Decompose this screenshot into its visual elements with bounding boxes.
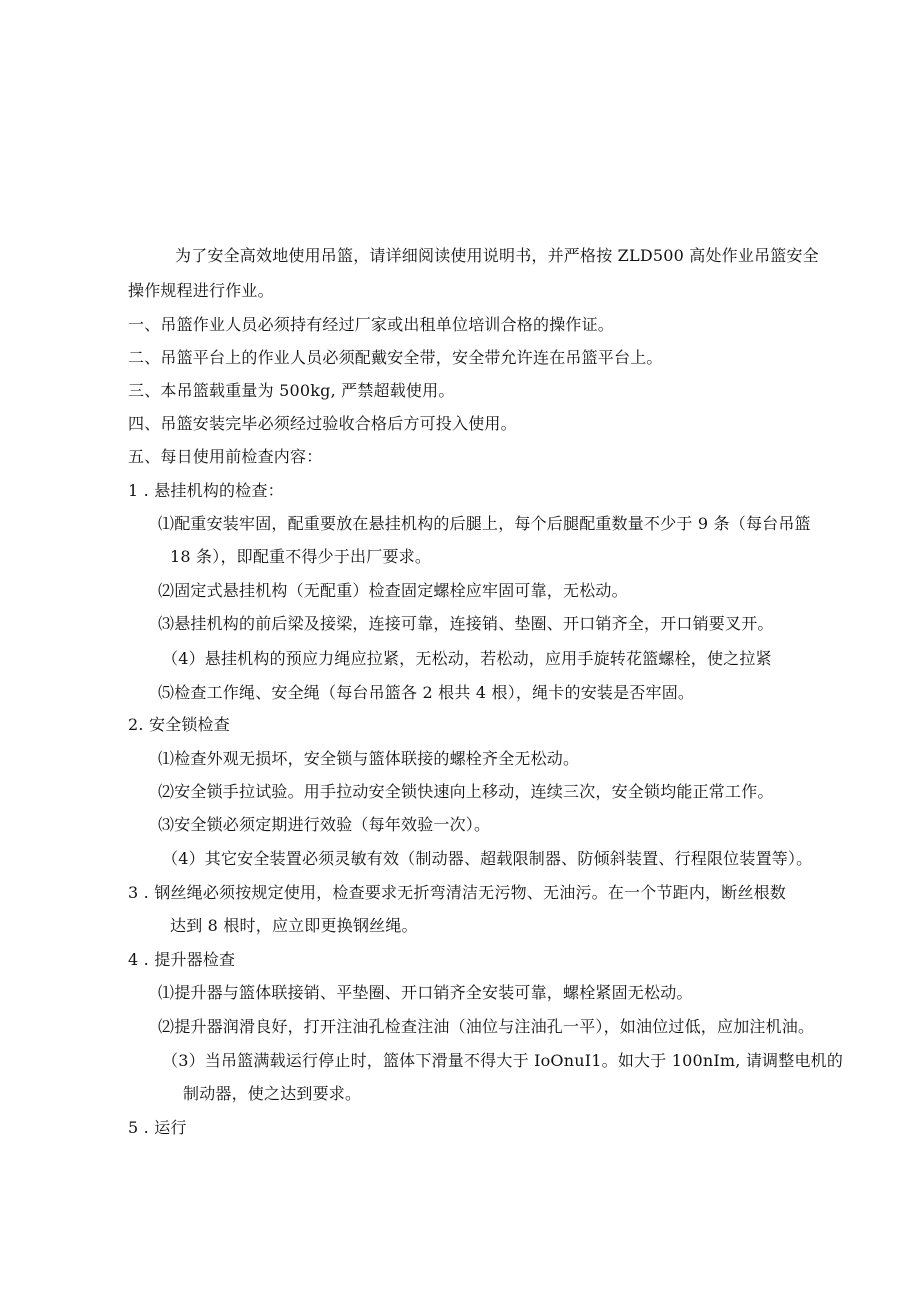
rule-1: 一、吊篮作业人员必须持有经过厂家或出租单位培训合格的操作证。 (128, 315, 615, 334)
section-4-heading: 4 . 提升器检查 (128, 950, 236, 969)
section-1-heading: 1 . 悬挂机构的检查： (128, 481, 284, 500)
section-1-item-3: ⑶悬挂机构的前后梁及接梁，连接可靠，连接销、垫圈、开口销齐全，开口销要叉开。 (158, 614, 774, 633)
section-1-item-2: ⑵固定式悬挂机构（无配重）检查固定螺栓应牢固可靠，无松动。 (158, 581, 628, 600)
section-2-item-1: ⑴检查外观无损坏，安全锁与篮体联接的螺栓齐全无松动。 (158, 749, 580, 768)
section-2-item-4: （4）其它安全装置必须灵敏有效（制动器、超载限制器、防倾斜装置、行程限位装置等）。 (162, 849, 813, 868)
rule-3: 三、本吊篮载重量为 500kg, 严禁超载使用。 (128, 381, 455, 400)
section-4-item-1: ⑴提升器与篮体联接销、平垫圈、开口销齐全安装可靠，螺栓紧固无松动。 (158, 983, 693, 1002)
rule-5: 五、每日使用前检查内容： (128, 447, 323, 466)
intro-line-2: 操作规程进行作业。 (128, 281, 274, 300)
section-2-item-2: ⑵安全锁手拉试验。用手拉动安全锁快速向上移动，连续三次，安全锁均能正常工作。 (158, 782, 774, 801)
section-1-item-4: （4）悬挂机构的预应力绳应拉紧，无松动，若松动，应用手旋转花篮螺栓，使之拉紧 (162, 649, 772, 668)
section-2-heading: 2. 安全锁检查 (128, 715, 230, 734)
rule-4: 四、吊篮安装完毕必须经过验收合格后方可投入使用。 (128, 414, 517, 433)
section-1-item-5: ⑸检查工作绳、安全绳（每台吊篮各 2 根共 4 根），绳卡的安装是否牢固。 (158, 683, 695, 702)
intro-line-1: 为了安全高效地使用吊篮，请详细阅读使用说明书，并严格按 ZLD500 高处作业吊篮安全 (175, 246, 819, 265)
section-5-heading: 5 . 运行 (128, 1118, 187, 1137)
section-3-line-2: 达到 8 根时，应立即更换钢丝绳。 (170, 916, 418, 935)
section-1-item-1-line-2: 18 条），即配重不得少于出厂要求。 (170, 547, 432, 566)
rule-2: 二、吊篮平台上的作业人员必须配戴安全带，安全带允许连在吊篮平台上。 (128, 348, 663, 367)
section-4-item-3-line-2: 制动器，使之达到要求。 (183, 1084, 362, 1103)
section-4-item-2: ⑵提升器润滑良好，打开注油孔检查注油（油位与注油孔一平），如油位过低，应加注机油。 (158, 1017, 815, 1036)
section-2-item-3: ⑶安全锁必须定期进行效验（每年效验一次）。 (158, 815, 491, 834)
section-4-item-3-line-1: （3）当吊篮满载运行停止时，篮体下滑量不得大于 IoOnuI1。如大于 100nIm, 请调整电机的 (162, 1051, 844, 1070)
section-3-line-1: 3 . 钢丝绳必须按规定使用，检查要求无折弯清洁无污物、无油污。在一个节距内，断丝根数 (128, 883, 787, 902)
section-1-item-1-line-1: ⑴配重安装牢固，配重要放在悬挂机构的后腿上，每个后腿配重数量不少于 9 条（每台吊篮 (158, 514, 811, 533)
